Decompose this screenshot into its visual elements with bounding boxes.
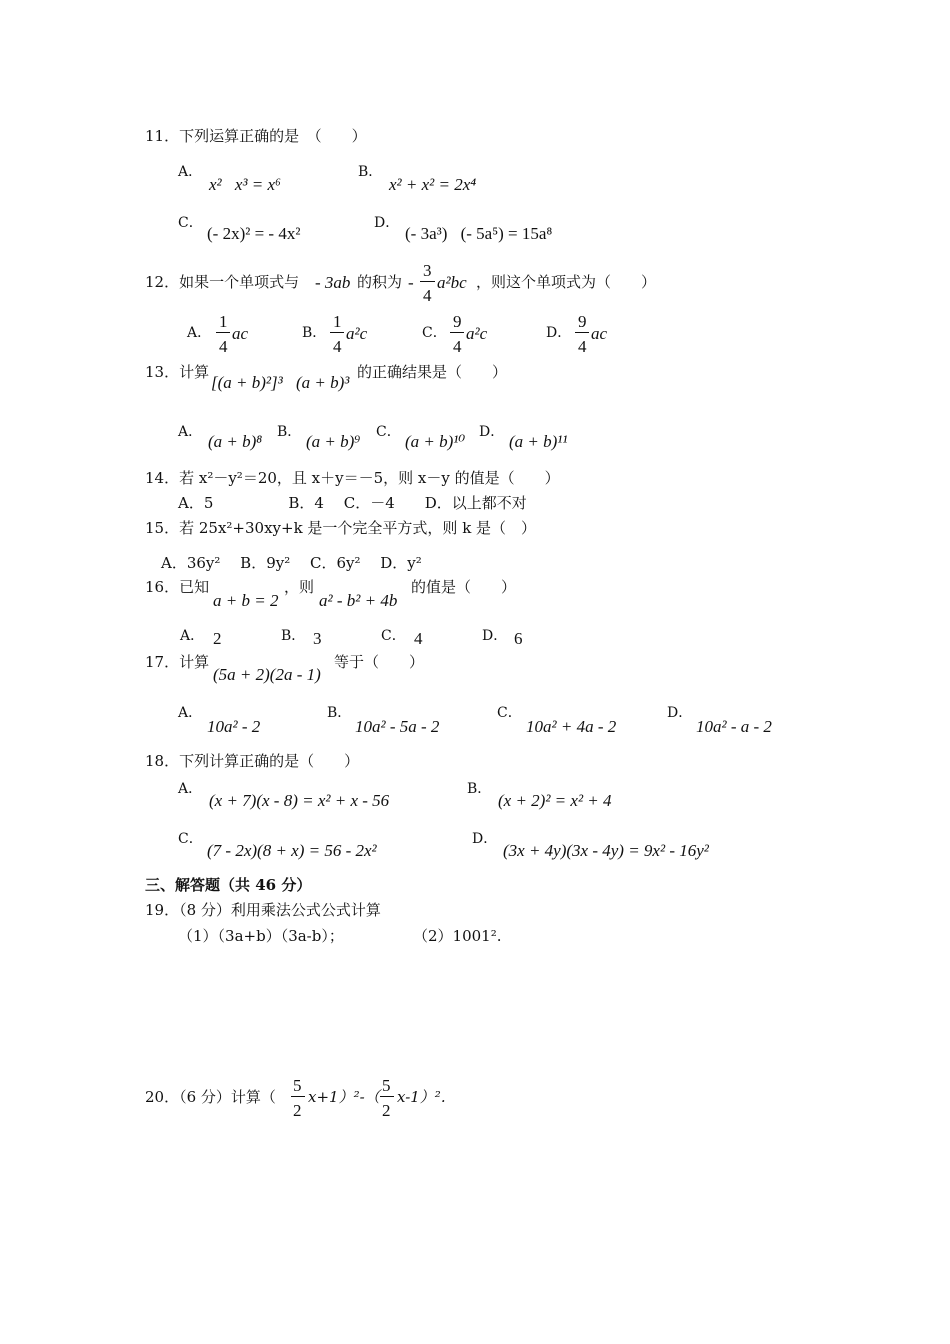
q18-opt-d-letter: D． [472, 831, 498, 847]
q12-frac-num: 3 [423, 261, 432, 280]
q13-stem-a: 13．计算 [145, 363, 210, 381]
q16-opt-c-letter: C． [381, 628, 406, 644]
q11-opt-c: (- 2x)² = - 4x² [207, 224, 301, 243]
q12-factor: - 3ab [315, 273, 351, 292]
q17-opt-c-letter: C． [497, 705, 522, 721]
q12-opt-a-num: 1 [219, 312, 228, 331]
q13-stem-b: 的正确结果是（ ） [357, 363, 508, 381]
q12-frac-bar [420, 281, 435, 282]
q19-part-2: （2）1001². [413, 927, 502, 945]
q17-opt-c: 10a² + 4a - 2 [526, 717, 617, 736]
q15-options: A．36y² B．9y² C．6y² D．y² [161, 554, 422, 572]
section-heading: 三、解答题（共 46 分） [145, 876, 312, 894]
q18-opt-a: (x + 7)(x - 8) = x² + x - 56 [209, 791, 390, 810]
q12-stem-c: 的积为 [357, 273, 403, 291]
q16-condition: a + b = 2 [213, 591, 279, 610]
q13-opt-b-letter: B． [277, 424, 302, 440]
q13-expr: [(a + b)²]³⃞(a + b)³ [211, 373, 350, 392]
q17-stem-a: 17．计算 [145, 653, 210, 671]
q20-stem: 20．（6 分）计算（ [145, 1088, 276, 1106]
q16-opt-d-letter: D． [482, 628, 508, 644]
q17-stem-b: 等于（ ） [334, 653, 425, 671]
q17-opt-a: 10a² - 2 [207, 717, 261, 736]
q13-opt-b: (a + b)⁹ [306, 432, 361, 451]
q12-opt-a: ac [232, 324, 249, 343]
q20-frac1-bar [291, 1096, 305, 1097]
q12-opt-d-num: 9 [578, 312, 587, 331]
q12-opt-b-den: 4 [333, 337, 342, 356]
q12-opt-c-bar [450, 332, 464, 333]
q12-opt-c: a²c [466, 324, 488, 343]
q16-stem-b: ，则 [284, 578, 315, 596]
q12-opt-b: a²c [346, 324, 368, 343]
q16-expr: a² - b² + 4b [319, 591, 398, 610]
q17-opt-b: 10a² - 5a - 2 [355, 717, 440, 736]
q16-stem-c: 的值是（ ） [411, 578, 517, 596]
q16-opt-c: 4 [414, 629, 423, 648]
q18-opt-a-letter: A． [178, 781, 203, 797]
q18-opt-b: (x + 2)² = x² + 4 [498, 791, 612, 810]
q17-opt-d-letter: D． [667, 705, 693, 721]
q17-opt-b-letter: B． [327, 705, 352, 721]
q20-frac2-den: 2 [382, 1101, 391, 1120]
q18-opt-c-letter: C． [178, 831, 203, 847]
q13-opt-a: (a + b)⁸ [208, 432, 263, 451]
q12-opt-c-num: 9 [453, 312, 462, 331]
q20-frac1-num: 5 [293, 1076, 302, 1095]
q12-opt-d-letter: D． [546, 325, 572, 341]
q12-opt-a-letter: A． [187, 325, 212, 341]
q13-opt-d: (a + b)¹¹ [509, 432, 568, 451]
q16-opt-a: 2 [213, 629, 222, 648]
q12-stem-f: ，则这个单项式为（ ） [476, 273, 657, 291]
q12-product: a²bc [437, 273, 467, 292]
q12-opt-a-bar [216, 332, 230, 333]
q20-frac2-bar [380, 1096, 394, 1097]
q18-opt-c: (7 - 2x)(8 + x) = 56 - 2x² [207, 841, 377, 860]
q19-stem: 19．（8 分）利用乘法公式公式计算 [145, 901, 381, 919]
q18-opt-b-letter: B． [467, 781, 492, 797]
q20-tail: x-1）². [397, 1088, 446, 1106]
q20-frac1-den: 2 [293, 1101, 302, 1120]
q17-expr: (5a + 2)(2a - 1) [213, 665, 321, 684]
q11-opt-d: (- 3a³)⃞(- 5a⁵) = 15a⁸ [405, 224, 553, 243]
q11-opt-c-letter: C． [178, 215, 203, 231]
q12-opt-b-bar [330, 332, 344, 333]
q20-mid: x+1）²-（ [308, 1088, 380, 1106]
q16-stem-a: 16．已知 [145, 578, 210, 596]
q12-opt-c-letter: C． [422, 325, 447, 341]
q16-opt-b: 3 [313, 629, 322, 648]
q20-frac2-num: 5 [382, 1076, 391, 1095]
q12-opt-b-num: 1 [333, 312, 342, 331]
q18-stem: 18．下列计算正确的是（ ） [145, 752, 360, 770]
q12-minus: - [408, 273, 414, 292]
q12-opt-c-den: 4 [453, 337, 462, 356]
q16-opt-b-letter: B． [281, 628, 306, 644]
q12-stem-a: 12．如果一个单项式与 [145, 273, 300, 291]
q11-opt-b-letter: B． [358, 164, 383, 180]
q11-stem: 11．下列运算正确的是 （ ） [145, 127, 367, 145]
q19-part-1: （1）（3a+b）（3a-b）； [178, 927, 344, 945]
q14-options: A．5 B．4 C．－4 D．以上都不对 [178, 494, 527, 512]
q12-frac-den: 4 [423, 286, 432, 305]
q12-opt-d-bar [575, 332, 589, 333]
q12-opt-d: ac [591, 324, 608, 343]
q15-stem: 15．若 25x²+30xy+k 是一个完全平方式，则 k 是（ ） [145, 519, 537, 537]
q17-opt-a-letter: A． [178, 705, 203, 721]
q11-opt-b: x² + x² = 2x⁴ [389, 175, 477, 194]
q11-opt-a-letter: A． [178, 164, 203, 180]
q13-opt-d-letter: D． [479, 424, 505, 440]
q16-opt-a-letter: A． [180, 628, 205, 644]
q18-opt-d: (3x + 4y)(3x - 4y) = 9x² - 16y² [503, 841, 709, 860]
q14-stem: 14．若 x²－y²＝20，且 x＋y＝－5，则 x－y 的值是（ ） [145, 469, 560, 487]
q16-opt-d: 6 [514, 629, 523, 648]
q11-opt-d-letter: D． [374, 215, 400, 231]
q13-opt-a-letter: A． [178, 424, 203, 440]
q13-opt-c: (a + b)¹⁰ [405, 432, 466, 451]
q13-opt-c-letter: C． [376, 424, 401, 440]
q11-opt-a: x²⃞x³ = x⁶ [209, 175, 281, 194]
q17-opt-d: 10a² - a - 2 [696, 717, 772, 736]
q12-opt-b-letter: B． [302, 325, 327, 341]
q12-opt-a-den: 4 [219, 337, 228, 356]
q12-opt-d-den: 4 [578, 337, 587, 356]
